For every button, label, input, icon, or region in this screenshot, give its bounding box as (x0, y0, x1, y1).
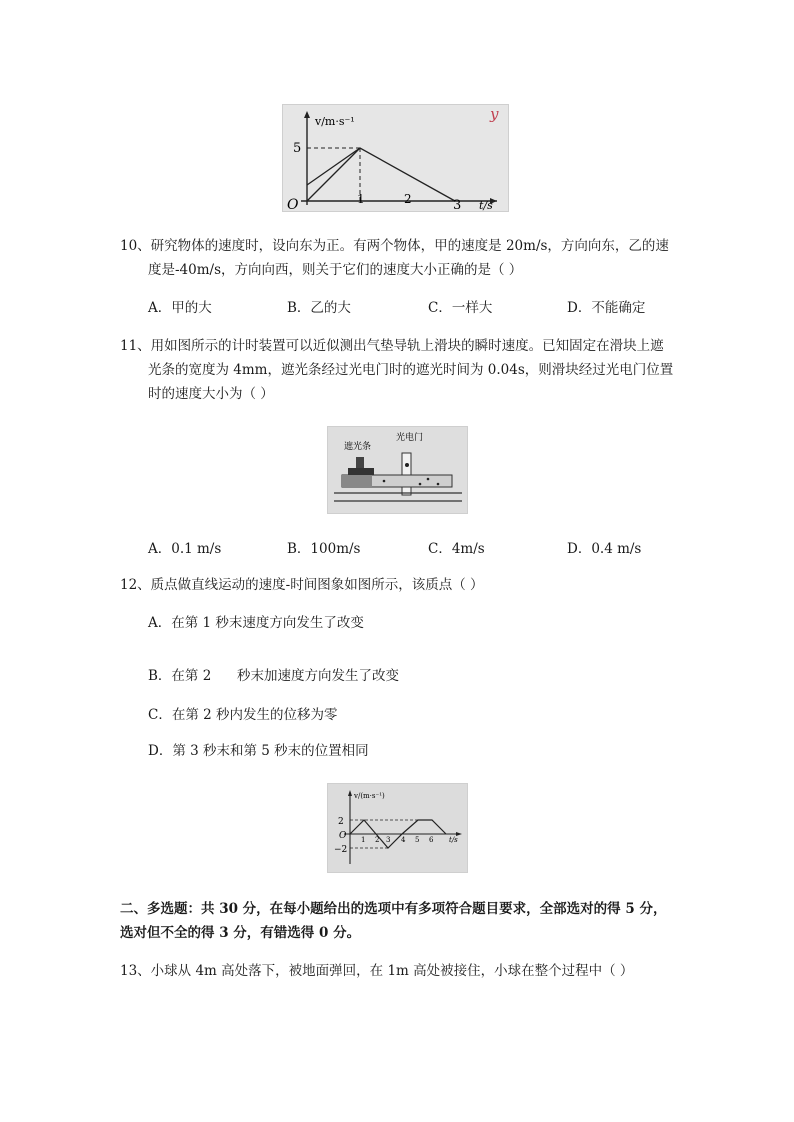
section-2-heading-line-1: 二、多选题：共 30 分，在每小题给出的选项中有多项符合题目要求，全部选对的得 5 分， (120, 901, 667, 917)
vt-graph-1-svg (283, 105, 509, 212)
air-track-svg (328, 427, 468, 514)
q13-stem: 13、小球从 4m 高处落下，被地面弹回，在 1m 高处被接住，小球在整个过程中（ ） (120, 963, 634, 979)
x-tick-3: 3 (386, 836, 391, 844)
q11-option-c: C．4m/s (428, 541, 485, 557)
q10-option-a: A．甲的大 (148, 300, 212, 316)
x-tick-3: 3 (453, 198, 462, 212)
figure-vt-graph-2 (327, 783, 468, 873)
y-axis-label: v/m·s⁻¹ (315, 115, 355, 128)
x-tick-1: 1 (361, 836, 366, 844)
y-tick-2: 2 (338, 817, 344, 827)
photogate (402, 453, 411, 495)
q12-option-c: C．在第 2 秒内发生的位移为零 (148, 707, 338, 723)
red-check-mark: y (490, 105, 499, 123)
q10-line-1: 10、研究物体的速度时，设向东为正。有两个物体，甲的速度是 20m/s，方向向东，乙的速 (120, 238, 669, 254)
y-axis-label: v/(m·s⁻¹) (354, 792, 385, 800)
x-tick-2: 2 (375, 836, 380, 844)
air-hole (383, 480, 386, 483)
x-tick-5: 5 (415, 836, 420, 844)
q10-option-c: C．一样大 (428, 300, 493, 316)
y-axis-arrow (348, 790, 352, 796)
velocity-line-2 (307, 148, 360, 201)
velocity-line (307, 148, 455, 201)
q10-option-d: D．不能确定 (567, 300, 646, 316)
origin-label: O (339, 831, 347, 841)
air-hole (427, 478, 430, 481)
x-tick-4: 4 (401, 836, 406, 844)
q12-stem: 12、质点做直线运动的速度-时间图象如图所示，该质点（ ） (120, 577, 484, 593)
x-tick-1: 1 (357, 192, 365, 206)
q12-option-a: A．在第 1 秒末速度方向发生了改变 (148, 615, 364, 631)
hatched-section (342, 475, 372, 487)
q11-option-d: D．0.4 m/s (567, 541, 642, 557)
q11-option-a: A．0.1 m/s (148, 541, 222, 557)
q11-option-b: B．100m/s (287, 541, 361, 557)
y-tick-minus-2: −2 (334, 845, 348, 855)
q12-option-d: D．第 3 秒末和第 5 秒末的位置相同 (148, 743, 369, 759)
q11-line-1: 11、用如图所示的计时装置可以近似测出气垫导轨上滑块的瞬时速度。已知固定在滑块上遮 (120, 338, 664, 354)
slider-block (348, 468, 374, 475)
q10-option-b: B．乙的大 (287, 300, 351, 316)
q11-line-3: 时的速度大小为（ ） (148, 386, 274, 402)
origin-label: O (287, 197, 299, 212)
y-axis-arrow (304, 111, 310, 118)
photogate-sensor (405, 463, 409, 467)
q12-option-b: B．在第 2 秒末加速度方向发生了改变 (148, 668, 400, 684)
figure-air-track (327, 426, 468, 514)
section-2-heading-line-2: 选对但不全的得 3 分，有错选得 0 分。 (120, 925, 361, 941)
gate-label: 光电门 (396, 433, 424, 443)
q11-line-2: 光条的宽度为 4mm，遮光条经过光电门时的遮光时间为 0.04s，则滑块经过光电门位置 (148, 362, 674, 378)
q10-line-2: 度是-40m/s，方向向西，则关于它们的速度大小正确的是（ ） (148, 262, 523, 278)
air-hole (437, 483, 440, 486)
figure-vt-graph-1 (282, 104, 509, 212)
y-tick-5: 5 (293, 141, 302, 156)
vt-graph-2-svg (328, 784, 468, 873)
strip-label: 遮光条 (344, 442, 372, 452)
light-strip (356, 457, 364, 469)
x-axis-label: t/s (479, 199, 493, 212)
x-tick-2: 2 (404, 192, 412, 206)
x-axis-label: t/s (449, 836, 458, 844)
x-tick-6: 6 (429, 836, 434, 844)
air-hole (419, 483, 422, 486)
